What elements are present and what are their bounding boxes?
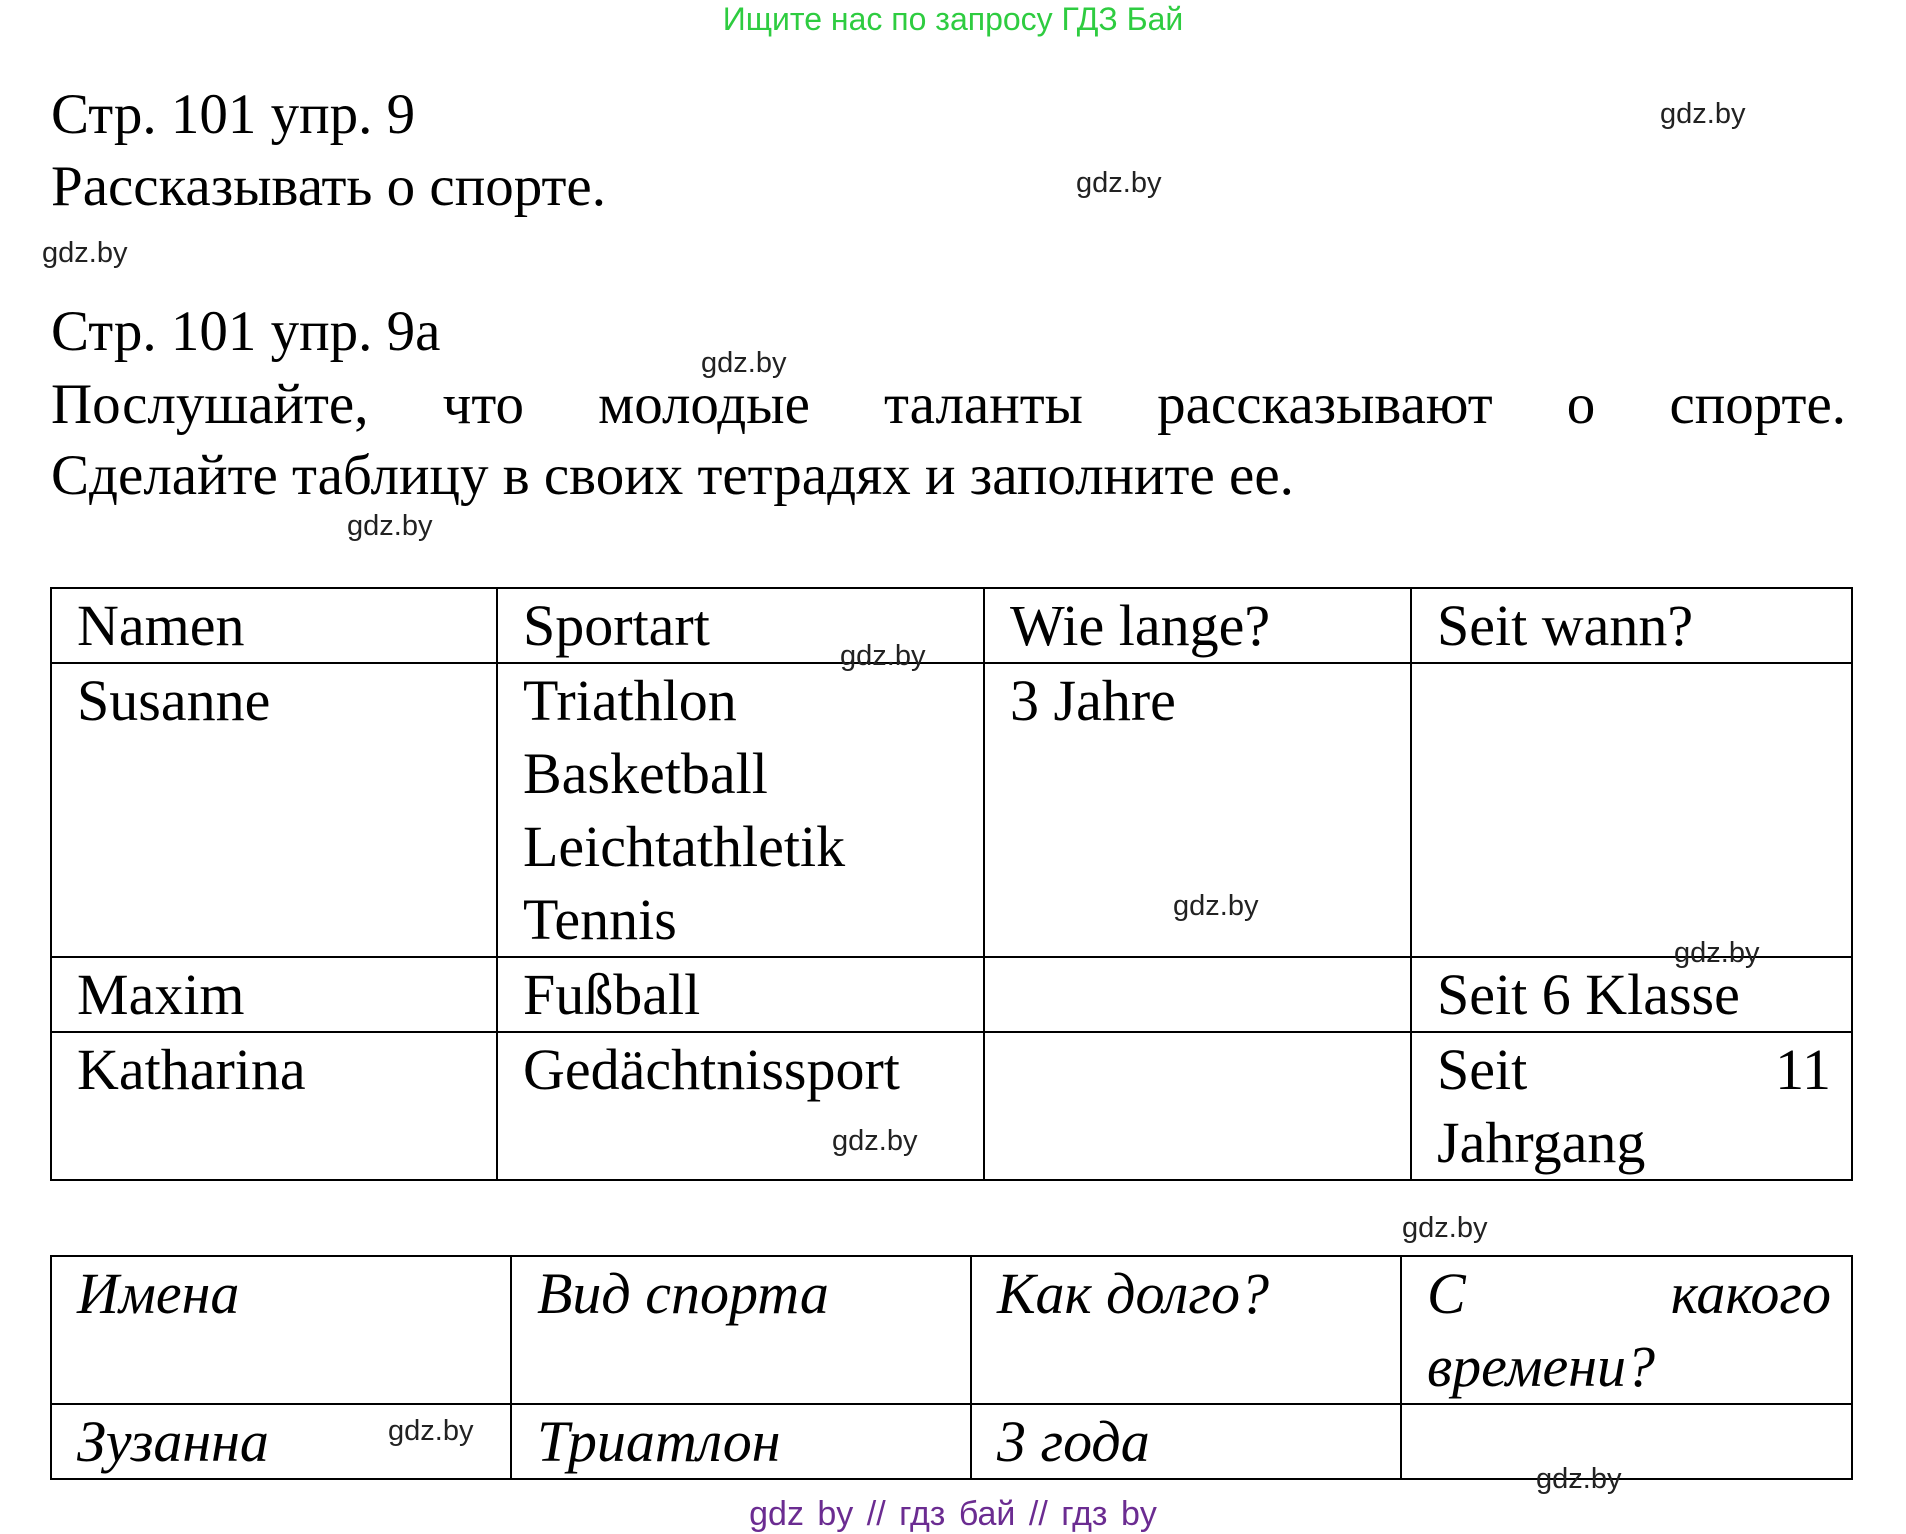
task2-instruction-line1: Послушайте, что молодые таланты рассказывают о спорте. [51,373,1846,436]
sport-cell: Триатлон [511,1404,971,1479]
header-word: какого [1670,1261,1831,1326]
header-word: времени? [1427,1334,1656,1399]
watermark: gdz.by [42,237,128,269]
watermark: gdz.by [1660,98,1746,130]
since-unit: Jahrgang [1437,1110,1646,1175]
watermark: gdz.by [840,640,926,672]
task2-heading: Стр. 101 упр. 9а [51,300,441,363]
sport-cell: Fußball [497,957,984,1032]
watermark: gdz.by [832,1125,918,1157]
watermark: gdz.by [1402,1212,1488,1244]
russian-table [50,1255,1853,1480]
table-row [51,957,1852,1032]
watermark: gdz.by [1674,937,1760,969]
german-table [50,587,1853,1181]
duration-cell [984,1032,1411,1180]
table-row [51,663,1852,957]
duration-cell [984,957,1411,1032]
watermark: gdz.by [701,347,787,379]
top-banner: Ищите нас по запросу ГДЗ Бай [722,1,1184,37]
sport-cell: Gedächtnissport [497,1032,984,1180]
sport-item: Triathlon [523,668,737,733]
watermark: gdz.by [1173,890,1259,922]
header-line [1427,1257,1831,1330]
since-cell [1411,663,1852,957]
task1-heading: Стр. 101 упр. 9 [51,83,416,146]
since-cell [1401,1404,1852,1479]
header-cell: Имена [51,1256,511,1404]
header-cell: Sportart [497,588,984,663]
header-cell: Seit wann? [1411,588,1852,663]
table-row [51,1032,1852,1180]
header-word: С [1427,1261,1466,1326]
duration-cell: 3 Jahre [984,663,1411,957]
since-cell [1411,1032,1852,1180]
watermark: gdz.by [347,510,433,542]
header-cell: Вид спорта [511,1256,971,1404]
sport-item: Tennis [523,887,677,952]
watermark: gdz.by [1536,1463,1622,1495]
header-cell: Wie lange? [984,588,1411,663]
task2-instruction-line2: Сделайте таблицу в своих тетрадях и заполните ее. [51,444,1294,507]
duration-cell: 3 года [971,1404,1401,1479]
since-line [1437,1033,1831,1106]
header-cell: Как долго? [971,1256,1401,1404]
table-header-row [51,588,1852,663]
watermark: gdz.by [1076,167,1162,199]
since-word: Seit [1437,1037,1528,1102]
header-cell: Namen [51,588,497,663]
name-cell: Katharina [51,1032,497,1180]
table-header-row [51,1256,1852,1404]
watermark: gdz.by [388,1415,474,1447]
sport-item: Leichtathletik [523,814,846,879]
name-cell: Susanne [51,663,497,957]
since-cell: Seit 6 Klasse [1411,957,1852,1032]
since-number: 11 [1775,1037,1831,1102]
sport-cell [497,663,984,957]
footer-links[interactable]: gdz by // гдз бай // гдз by [749,1495,1157,1533]
sport-item: Basketball [523,741,768,806]
header-cell [1401,1256,1852,1404]
name-cell: Maxim [51,957,497,1032]
task1-text: Рассказывать о спорте. [51,155,606,218]
name-cell: Зузанна [51,1404,511,1479]
